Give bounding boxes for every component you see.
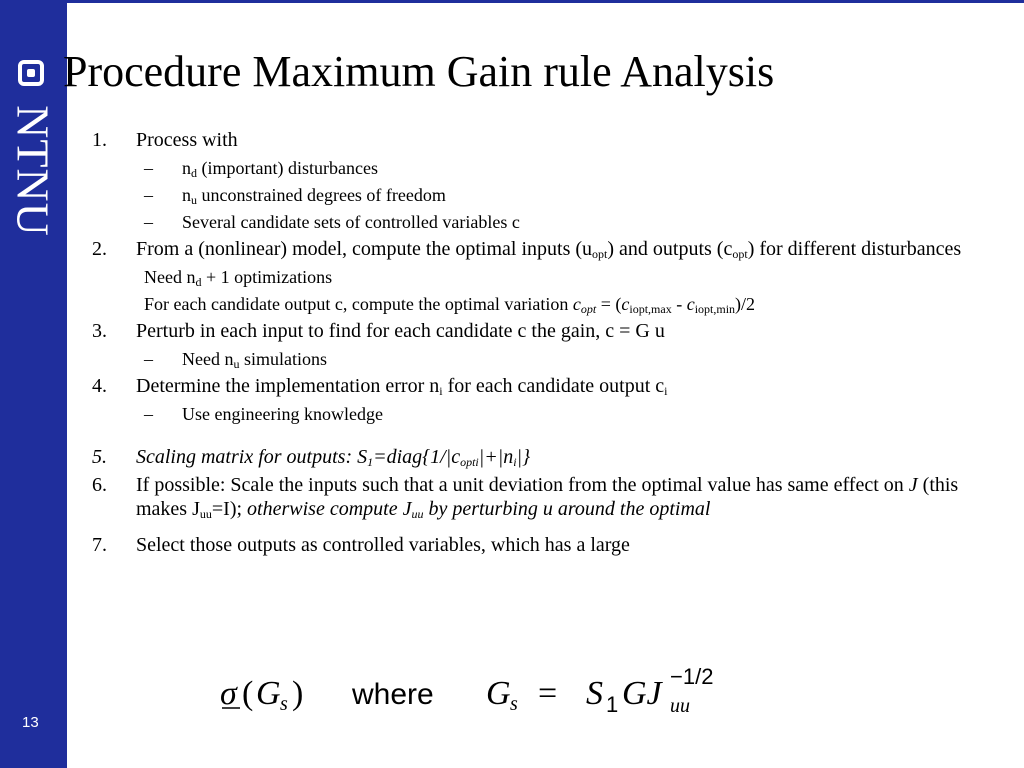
svg-text:s: s bbox=[510, 693, 518, 715]
list-item: 1. Process with bbox=[92, 129, 238, 151]
svg-text:−1/2: −1/2 bbox=[670, 664, 714, 689]
list-item: 6. If possible: Scale the inputs such that a unit deviation from the optimal value has same effect on J (this makes $J_{uu}=I$); otherwise compute $J_{uu}$ by perturbing u around the optimal bbox=[92, 474, 959, 521]
sidebar-band bbox=[0, 0, 67, 768]
svg-text:GJ: GJ bbox=[622, 675, 662, 712]
ntnu-logo-icon bbox=[18, 60, 44, 86]
list-item: 7. Select those outputs as controlled variables, which has a large bbox=[92, 534, 630, 556]
svg-text:uu: uu bbox=[670, 695, 690, 717]
ntnu-logo: NTNU bbox=[7, 105, 59, 237]
list-item: 4. Determine the implementation error $n_i$ for each candidate output $c_i$ bbox=[92, 375, 668, 398]
sub-item: – $n_u$ unconstrained degrees of freedom bbox=[144, 185, 446, 207]
svg-text:1: 1 bbox=[606, 692, 619, 717]
list-item: 2. From a (nonlinear) model, compute the optimal inputs $(u_{opt})$ and outputs $(c_{opt})$ for different disturbances bbox=[92, 238, 962, 261]
svg-text:): ) bbox=[292, 675, 304, 712]
svg-text:G: G bbox=[256, 675, 281, 712]
slide-body bbox=[92, 124, 992, 557]
svg-text:(: ( bbox=[242, 675, 254, 712]
page-number: 13 bbox=[22, 714, 39, 731]
list-item: 3. Perturb in each input to find for each candidate c the gain, c = G u bbox=[92, 320, 665, 342]
note-line: For each candidate output c, compute the optimal variation $c_{opt} = (c_{iopt,max} - c_{iopt,min})/2$ bbox=[144, 294, 756, 316]
sub-item: – Need $n_u$ simulations bbox=[144, 349, 327, 371]
note-line: Need $n_d + 1$ optimizations bbox=[144, 267, 333, 289]
list-item: 5. Scaling matrix for outputs: $S_1=diag\{1/|c_{opti}|+|n_i|\}$ bbox=[92, 446, 531, 469]
sub-item: – Several candidate sets of controlled variables c bbox=[144, 212, 520, 232]
sub-item: – $n_d$ (important) disturbances bbox=[144, 158, 378, 180]
svg-text:=: = bbox=[538, 675, 558, 712]
svg-text:G: G bbox=[486, 675, 511, 712]
top-border bbox=[67, 0, 1024, 3]
formula bbox=[220, 662, 780, 722]
svg-text:S: S bbox=[586, 675, 603, 712]
formula-where: where bbox=[352, 678, 434, 711]
formula-sigma: σ bbox=[220, 675, 237, 712]
sub-item: – Use engineering knowledge bbox=[144, 404, 383, 424]
slide-title: Procedure Maximum Gain rule Analysis bbox=[63, 47, 775, 96]
svg-text:s: s bbox=[280, 693, 288, 715]
